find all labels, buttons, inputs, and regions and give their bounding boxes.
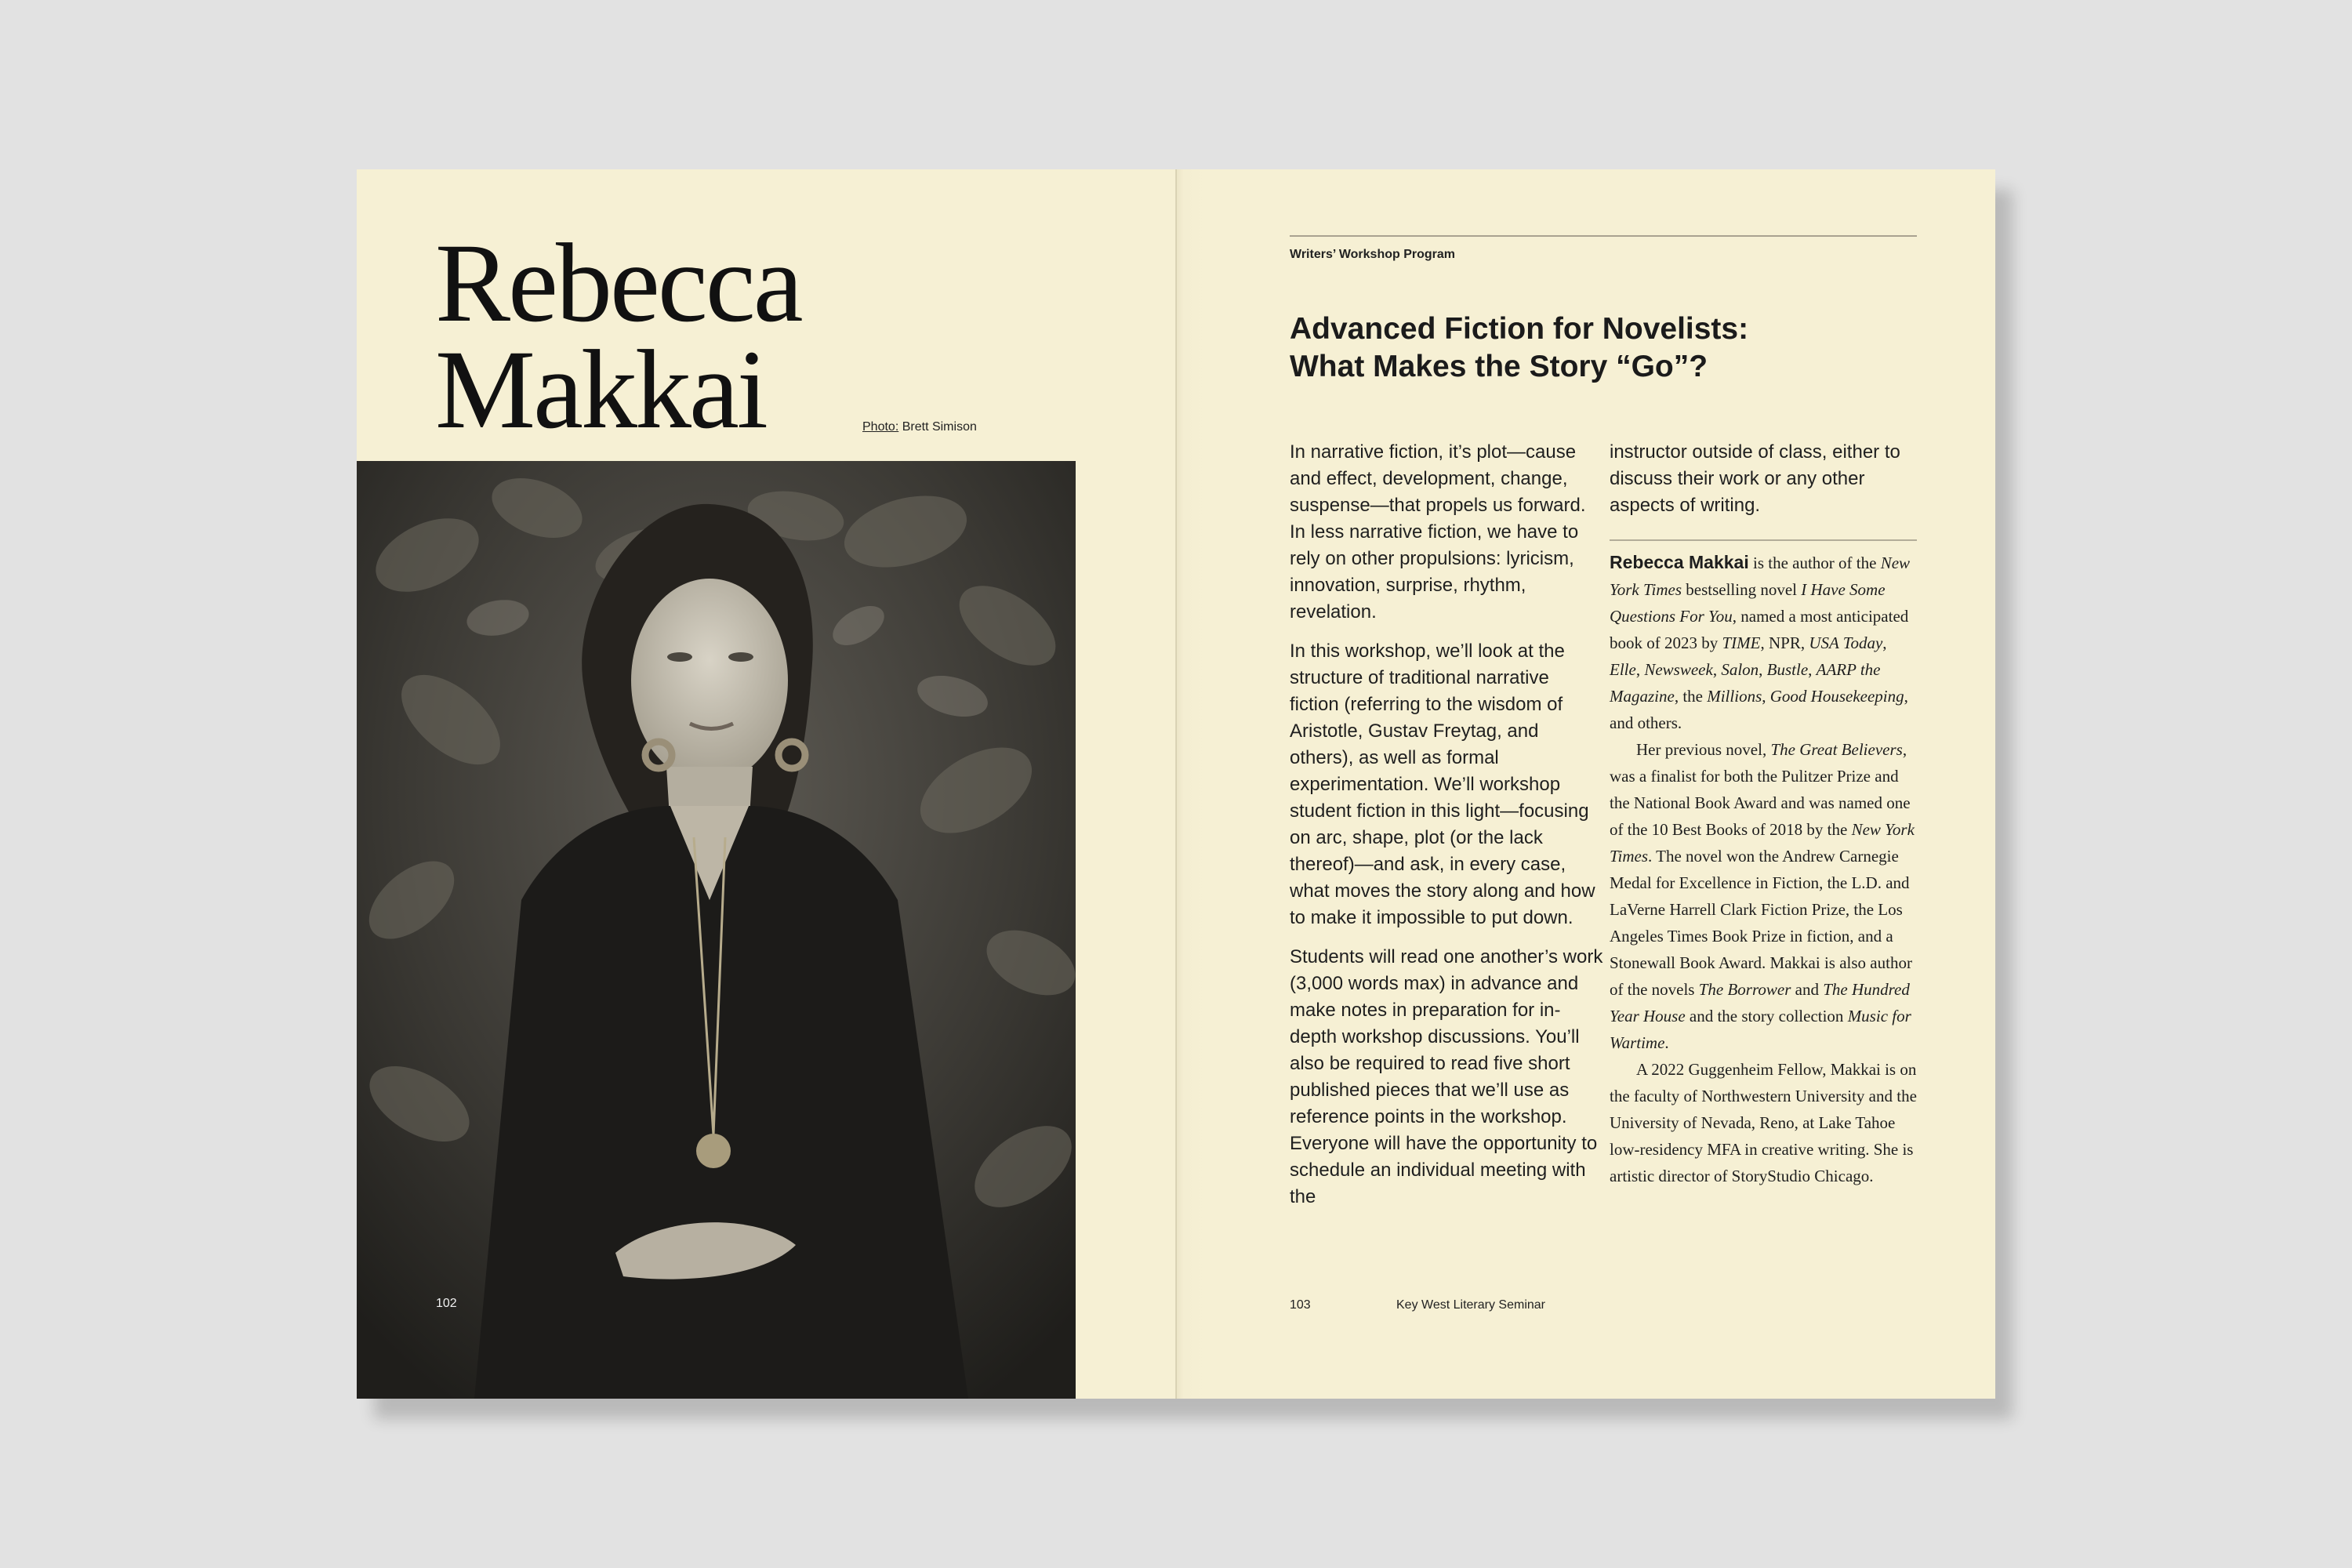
bio-italic-title: TIME (1722, 633, 1761, 652)
bio-paragraph-2 (1610, 736, 1917, 1056)
body-paragraph: In narrative fiction, it’s plot—cause and effect, development, change, suspense—that propels us forward. In less narrative fiction, we have to rely on other propulsions: lyricism, innovation, surprise, rhythm, revelation. (1290, 441, 1586, 622)
bio-italic-title: Bustle (1766, 660, 1809, 679)
bio-italic-title: The Great Believers (1770, 740, 1903, 759)
bio-text: is the author of the (1748, 554, 1881, 572)
bio-text: and (1791, 980, 1824, 999)
bio-italic-title: Millions (1707, 687, 1762, 706)
bio-italic-title: Newsweek (1644, 660, 1713, 679)
bio-text: . (1664, 1033, 1669, 1052)
author-first-name: Rebecca (435, 221, 801, 346)
bio-text: , (1712, 660, 1722, 679)
bio-text: bestselling novel (1682, 580, 1802, 599)
bio-italic-title: AARP the Magazine (1610, 660, 1881, 706)
bio-italic-title: Salon (1721, 660, 1759, 679)
face (631, 579, 788, 782)
bio-italic-title: I Have Some Questions For You (1610, 580, 1886, 626)
bio-italic-title: Elle (1610, 660, 1636, 679)
bio-italic-title: The Borrower (1698, 980, 1791, 999)
bio-text: . The novel won the Andrew Carnegie Medal for Excellence in Fiction, the L.D. and LaVerne Harrell Clark Fiction Prize, the Los Angeles Times Book Prize in fiction, and a Stonewall Book Award. Makkai is also author of the novels (1610, 847, 1912, 999)
bio-italic-title: New York Times (1610, 820, 1915, 866)
right-page (1176, 169, 1995, 1399)
bio-text: Her previous novel, (1636, 740, 1771, 759)
running-footer: Key West Literary Seminar (1396, 1298, 1545, 1312)
body-paragraph: Students will read one another’s work (3,000 words max) in advance and make notes in preparation for in-depth workshop discussions. You’ll also be required to read five short published pieces that we’ll use as reference points in the workshop. Everyone will have the opportunity to schedule an individual meeting with the (1290, 946, 1603, 1207)
bio-italic-title: New York Times (1610, 554, 1911, 599)
bio-paragraph-3: A 2022 Guggenheim Fellow, Makkai is on the faculty of Northwestern University and the University of Nevada, Reno, at Lake Tahoe low-residency MFA in creative writing. She is artistic director of StoryStudio Chicago. (1610, 1060, 1917, 1185)
photo-credit (862, 420, 977, 434)
spine-gutter (1175, 169, 1177, 1399)
author-portrait-photo (357, 461, 1076, 1399)
article-title (1290, 310, 1917, 386)
dark-blouse (474, 806, 968, 1399)
bio-text: , and others. (1610, 687, 1908, 732)
bio-italic-title: Good Housekeeping (1769, 687, 1904, 706)
section-label: Writers’ Workshop Program (1290, 248, 1456, 261)
page-number-left: 102 (436, 1297, 457, 1310)
magazine-spread (357, 169, 1995, 1399)
top-rule (1290, 235, 1917, 237)
bio-divider-rule (1610, 539, 1917, 541)
author-last-name: Makkai (435, 328, 766, 452)
portrait-illustration (357, 461, 1076, 1399)
bio-text: , (1882, 633, 1887, 652)
bio-text: , (1759, 660, 1767, 679)
body-column-1 (1290, 439, 1603, 1223)
body-paragraph: In this workshop, we’ll look at the structure of traditional narrative fiction (referring to the wisdom of Aristotle, Gustav Freytag, and others), as well as formal experimentation. We’ll workshop student fiction in this light—focusing on arc, shape, plot (or the lack thereof)—and ask, in every case, what moves the story along and how to make it impossible to put down. (1290, 641, 1595, 928)
left-page (357, 169, 1176, 1399)
bio-text: , named a most anticipated book of 2023 by (1610, 607, 1909, 652)
body-column-2 (1610, 439, 1919, 532)
bio-text: , (1635, 660, 1645, 679)
page-number-right: 103 (1290, 1298, 1311, 1312)
bio-italic-title: USA Today (1809, 633, 1883, 652)
bio-text: and the story collection (1685, 1007, 1848, 1025)
author-name-heading (435, 221, 801, 452)
bio-author-name: Rebecca Makkai (1610, 552, 1749, 572)
bio-italic-title: The Hundred Year House (1610, 980, 1910, 1025)
photo-credit-name: Brett Simison (902, 420, 977, 434)
bio-text: , (1762, 687, 1770, 706)
pendant (696, 1134, 731, 1168)
article-title-line-2: What Makes the Story “Go”? (1290, 350, 1708, 383)
photo-credit-label: Photo: (862, 420, 899, 434)
author-bio (1610, 549, 1917, 1189)
bio-text: , NPR, (1760, 633, 1809, 652)
bio-text: , was a finalist for both the Pulitzer Prize and the National Book Award and was named one of the 10 Best Books of 2018 by the (1610, 740, 1911, 839)
article-title-line-1: Advanced Fiction for Novelists: (1290, 312, 1749, 346)
bio-paragraph-1 (1610, 549, 1917, 736)
bio-italic-title: Music for Wartime (1610, 1007, 1911, 1052)
bio-text: , the (1674, 687, 1708, 706)
bio-text: , (1808, 660, 1817, 679)
body-paragraph-continuation: instructor outside of class, either to discuss their work or any other aspects of writing. (1610, 441, 1900, 516)
